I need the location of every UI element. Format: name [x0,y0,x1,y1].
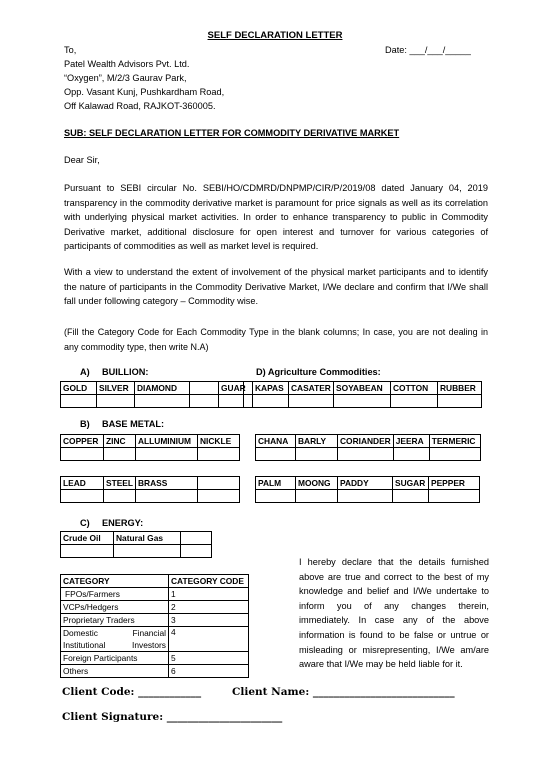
input-kapas[interactable] [253,395,289,408]
base-metal-table-1 [60,434,240,461]
input-casater[interactable] [289,395,334,408]
input-sugar[interactable] [393,490,429,503]
input-crude-oil[interactable] [61,545,114,558]
section-c-title: ENERGY: [102,518,144,528]
blank-cell [181,545,212,558]
agri-table-2 [255,434,481,461]
category-code: 5 [169,652,249,665]
category-name: Domestic Financial Institutional Investors [61,627,169,652]
input-guar[interactable] [219,395,253,408]
cell-gold: GOLD [61,382,97,395]
input-lead[interactable] [61,490,104,503]
input-soyabean[interactable] [334,395,391,408]
base-metal-table-2 [60,476,240,503]
header-category: CATEGORY [61,575,169,588]
input-silver[interactable] [97,395,135,408]
paragraph-circular: Pursuant to SEBI circular No. SEBI/HO/CDMRD/DNPMP/CIR/P/2019/08 dated January 04, 2019 transparency in the commodity derivative market is paramount for price signals as well as its correlation with underlying physical market activities. In order to enhance transparency to public in Commodity Derivative market, additional disclosure for open interest and turnover for various categories of participants of commodities as well as market level is required. [64,183,488,251]
cell-palm: PALM [256,477,296,490]
cell-rubber: RUBBER [438,382,482,395]
cell-paddy: PADDY [338,477,393,490]
blank-cell [198,490,240,503]
letter-title: SELF DECLARATION LETTER [207,30,343,41]
cell-coriander: CORIANDER [338,435,394,448]
date-field[interactable]: Date: ___/___/_____ [385,45,471,55]
cell-soyabean: SOYABEAN [334,382,391,395]
subject-line: SUB: SELF DECLARATION LETTER FOR COMMODITY DERIVATIVE MARKET [64,128,400,138]
input-nickle[interactable] [198,448,240,461]
input-chana[interactable] [256,448,296,461]
category-table [60,574,249,678]
cell-chana: CHANA [256,435,296,448]
input-coriander[interactable] [338,448,394,461]
cell-natural-gas: Natural Gas [114,532,181,545]
blank-cell [198,477,240,490]
input-pepper[interactable] [429,490,480,503]
input-termeric[interactable] [429,448,480,461]
cell-sugar: SUGAR [393,477,429,490]
cell-cotton: COTTON [391,382,438,395]
cell-barly: BARLY [296,435,338,448]
header-category-code: CATEGORY CODE [169,575,249,588]
category-code: 1 [169,588,249,601]
agri-table-1 [218,381,482,408]
input-steel[interactable] [104,490,136,503]
cell-nickle: NICKLE [198,435,240,448]
address-line-3: Opp. Vasant Kunj, Pushkardham Road, [64,87,225,97]
input-natural-gas[interactable] [114,545,181,558]
category-name: Proprietary Traders [61,614,169,627]
address-line-2: “Oxygen”, M/2/3 Gaurav Park, [64,73,187,83]
category-name: Foreign Participants [61,652,169,665]
section-b-title: BASE METAL: [102,419,165,429]
input-moong[interactable] [296,490,338,503]
to-label: To, [64,45,77,55]
agri-table-3 [255,476,480,503]
input-brass[interactable] [136,490,198,503]
paragraph-view: With a view to understand the extent of involvement of the physical market participants and to identify the nature of participants in the Commodity Derivative Market, I/We declare and confirm that I/We shall fall under following category – Commodity wise. [64,267,488,306]
cell-pepper: PEPPER [429,477,480,490]
category-code: 3 [169,614,249,627]
input-barly[interactable] [296,448,338,461]
section-d-title: D) Agriculture Commodities: [256,367,381,377]
cell-jeera: JEERA [393,435,429,448]
energy-table [60,531,212,558]
section-a-title: BUILLION: [102,367,149,377]
category-name: FPOs/Farmers [61,588,169,601]
cell-alluminium: ALLUMINIUM [136,435,198,448]
client-name-field[interactable]: Client Name: ___________________________ [232,686,455,698]
cell-guar: GUAR [219,382,253,395]
cell-lead: LEAD [61,477,104,490]
cell-silver: SILVER [97,382,135,395]
cell-brass: BRASS [136,477,198,490]
input-rubber[interactable] [438,395,482,408]
cell-diamond: DIAMOND [135,382,190,395]
category-name: VCPs/Hedgers [61,601,169,614]
cell-crude-oil: Crude Oil [61,532,114,545]
input-palm[interactable] [256,490,296,503]
input-cotton[interactable] [391,395,438,408]
cell-moong: MOONG [296,477,338,490]
paragraph-instructions: (Fill the Category Code for Each Commodity Type in the blank columns; In case, you are not dealing in any commodity type, then write N.A) [64,327,488,352]
section-b-letter: B) [80,419,90,429]
input-alluminium[interactable] [136,448,198,461]
salutation: Dear Sir, [64,155,100,165]
blank-cell [181,532,212,545]
input-paddy[interactable] [338,490,393,503]
input-gold[interactable] [61,395,97,408]
section-a-letter: A) [80,367,90,377]
cell-casater: CASATER [289,382,334,395]
address-line-1: Patel Wealth Advisors Pvt. Ltd. [64,59,190,69]
client-signature-field[interactable]: Client Signature: ______________________ [62,711,283,723]
section-c-letter: C) [80,518,90,528]
category-name: Others [61,665,169,678]
cell-copper: COPPER [61,435,104,448]
client-code-field[interactable]: Client Code: ____________ [62,686,202,698]
input-jeera[interactable] [393,448,429,461]
cell-kapas: KAPAS [253,382,289,395]
category-code: 4 [169,627,249,652]
cell-steel: STEEL [104,477,136,490]
cell-zinc: ZINC [104,435,136,448]
category-code: 6 [169,665,249,678]
declaration-text: I hereby declare that the details furnished above are true and correct to the best of my knowledge and belief and I/We undertake to inform you of any changes therein, immediately. In case any of the above information is found to be false or untrue or misleading or misrepresenting, I/We am/are aware that I/We may be held liable for it. [299,557,489,670]
cell-termeric: TERMERIC [429,435,480,448]
address-line-4: Off Kalawad Road, RAJKOT-360005. [64,101,216,111]
bullion-table [60,381,244,408]
input-copper[interactable] [61,448,104,461]
input-zinc[interactable] [104,448,136,461]
category-code: 2 [169,601,249,614]
input-diamond[interactable] [135,395,190,408]
